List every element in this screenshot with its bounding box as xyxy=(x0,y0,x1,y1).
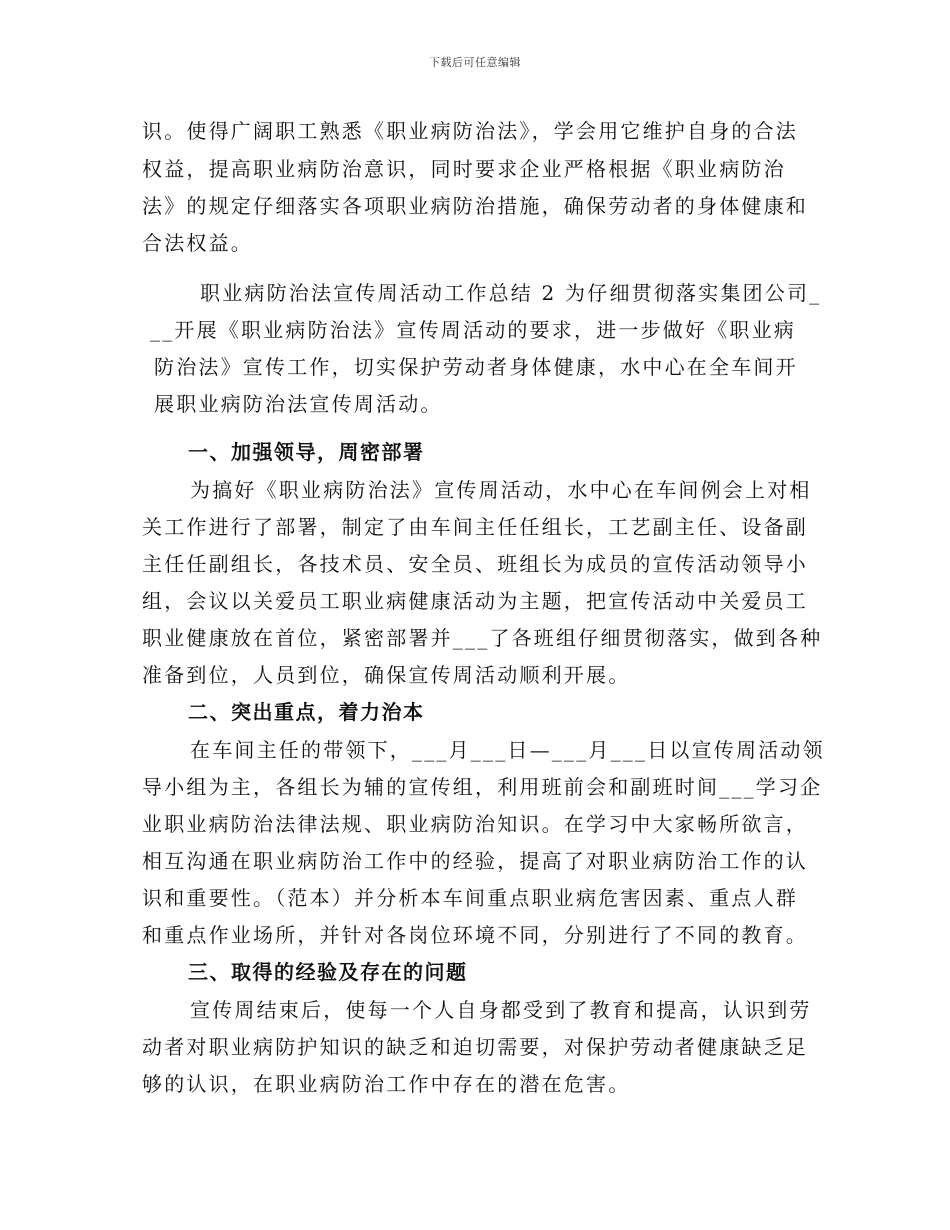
text-line: 展职业病防治法宣传周活动。 xyxy=(154,392,443,416)
text-line: 主任任副组长，各技术员、安全员、班组长为成员的宣传活动领导小 xyxy=(142,552,808,576)
text-line: 合法权益。 xyxy=(142,231,253,255)
text-line: 为搞好《职业病防治法》宣传周活动，水中心在车间例会上对相 xyxy=(190,478,812,502)
text-line: 导小组为主，各组长为辅的宣传组，利用班前会和副班时间___学习企 xyxy=(142,775,823,799)
text-line: 防治法》宣传工作，切实保护劳动者身体健康，水中心在全车间开 xyxy=(154,355,798,379)
text-line: 识和重要性。（范本）并分析本车间重点职业病危害因素、重点人群 xyxy=(142,886,798,910)
text-line: 职业健康放在首位，紧密部署并___了各班组仔细贯彻落实，做到各种 xyxy=(142,626,823,650)
text-line: 业职业病防治法律法规、职业病防治知识。在学习中大家畅所欲言， xyxy=(142,812,808,836)
text-line: 职业病防治法宣传周活动工作总结 2 为仔细贯彻落实集团公司_ xyxy=(200,281,822,305)
text-line: 和重点作业场所，并针对各岗位环境不同，分别进行了不同的教育。 xyxy=(142,923,808,947)
text-line: 相互沟通在职业病防治工作中的经验，提高了对职业病防治工作的认 xyxy=(142,849,808,873)
text-line: 动者对职业病防护知识的缺乏和迫切需要，对保护劳动者健康缺乏足 xyxy=(142,1035,808,1059)
page-header: 下载后可任意编辑 xyxy=(429,56,521,69)
text-line: 权益，提高职业病防治意识，同时要求企业严格根据《职业病防治 xyxy=(142,157,786,181)
text-line: 够的认识，在职业病防治工作中存在的潜在危害。 xyxy=(142,1072,631,1096)
text-line: 法》的规定仔细落实各项职业病防治措施，确保劳动者的身体健康和 xyxy=(142,194,808,218)
section-heading: 一、加强领导，周密部署 xyxy=(188,440,425,464)
text-line: 关工作进行了部署，制定了由车间主任任组长，工艺副主任、设备副 xyxy=(142,515,808,539)
section-heading: 三、取得的经验及存在的问题 xyxy=(188,960,468,984)
text-line: 准备到位，人员到位，确保宣传周活动顺利开展。 xyxy=(142,663,631,687)
text-line: 在车间主任的带领下，___月___日—___月___日以宣传周活动领 xyxy=(190,738,825,762)
text-line: 宣传周结束后，使每一个人自身都受到了教育和提高，认识到劳 xyxy=(190,998,812,1022)
text-line: __开展《职业病防治法》宣传周活动的要求，进一步做好《职业病 xyxy=(150,318,796,342)
text-line: 组，会议以关爱员工职业病健康活动为主题，把宣传活动中关爱员工 xyxy=(142,589,808,613)
section-heading: 二、突出重点，着力治本 xyxy=(188,700,425,724)
text-line: 识。使得广阔职工熟悉《职业病防治法》，学会用它维护自身的合法 xyxy=(142,119,798,143)
